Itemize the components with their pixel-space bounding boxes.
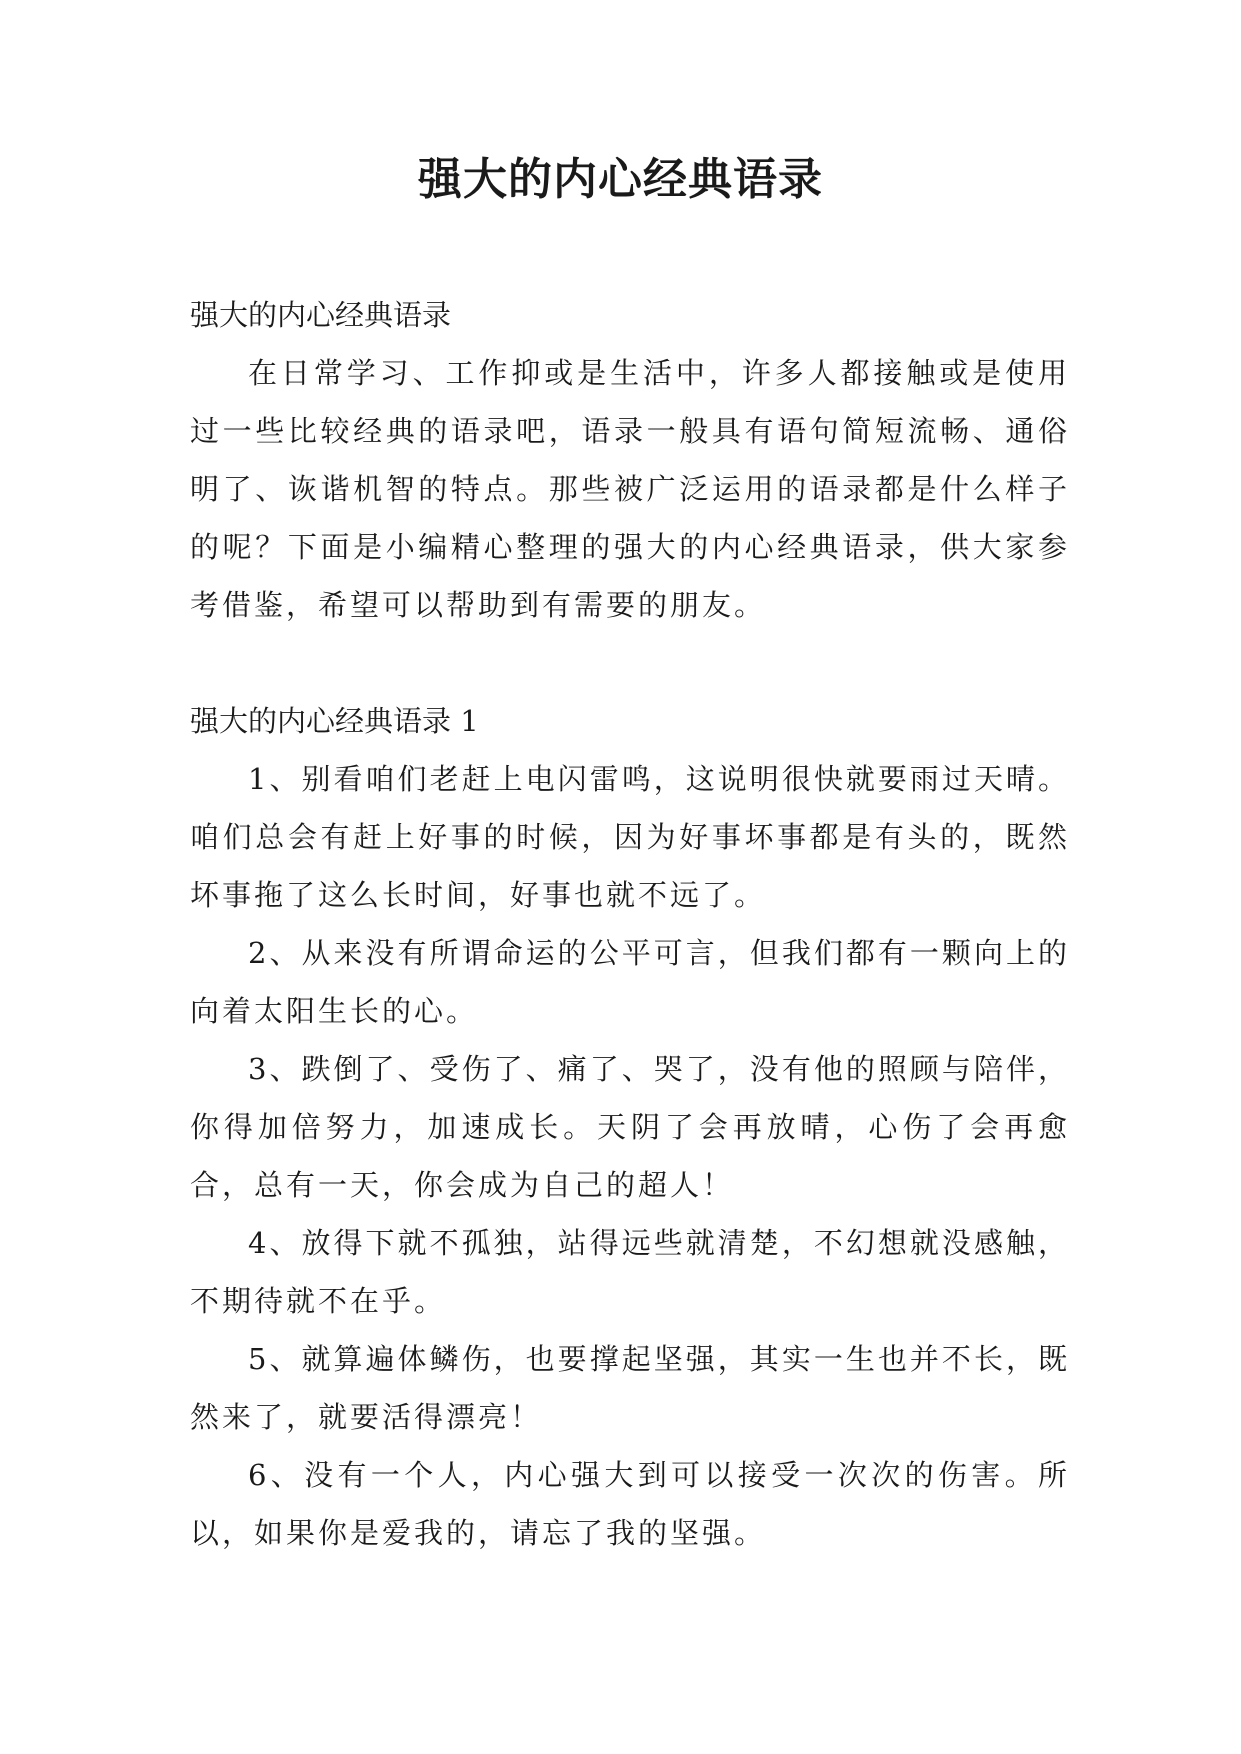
intro-heading: 强大的内心经典语录 — [190, 298, 452, 332]
quote-item: 5、就算遍体鳞伤，也要撑起坚强，其实一生也并不长，既然来了，就要活得漂亮！ — [190, 1342, 1070, 1434]
section-heading: 强大的内心经典语录 1 — [190, 704, 479, 738]
section-spacer — [190, 634, 1070, 692]
quote-item: 3、跌倒了、受伤了、痛了、哭了，没有他的照顾与陪伴，你得加倍努力，加速成长。天阴了会再放晴，心伤了会再愈合，总有一天，你会成为自己的超人！ — [190, 1052, 1070, 1202]
quote-item: 4、放得下就不孤独，站得远些就清楚，不幻想就没感触，不期待就不在乎。 — [190, 1226, 1070, 1318]
document-title: 强大的内心经典语录 — [418, 154, 823, 205]
intro-paragraph: 在日常学习、工作抑或是生活中，许多人都接触或是使用过一些比较经典的语录吧，语录一般具有语句简短流畅、通俗明了、诙谐机智的特点。那些被广泛运用的语录都是什么样子的呢？下面是小编精心整理的强大的内心经典语录，供大家参考借鉴，希望可以帮助到有需要的朋友。 — [190, 356, 1070, 622]
quote-item: 2、从来没有所谓命运的公平可言，但我们都有一颗向上的向着太阳生长的心。 — [190, 936, 1070, 1028]
quote-item: 1、别看咱们老赶上电闪雷鸣，这说明很快就要雨过天晴。咱们总会有赶上好事的时候，因为好事坏事都是有头的，既然坏事拖了这么长时间，好事也就不远了。 — [190, 762, 1070, 912]
document-body — [190, 286, 1070, 1562]
quote-item: 6、没有一个人，内心强大到可以接受一次次的伤害。所以，如果你是爱我的，请忘了我的坚强。 — [190, 1458, 1070, 1550]
